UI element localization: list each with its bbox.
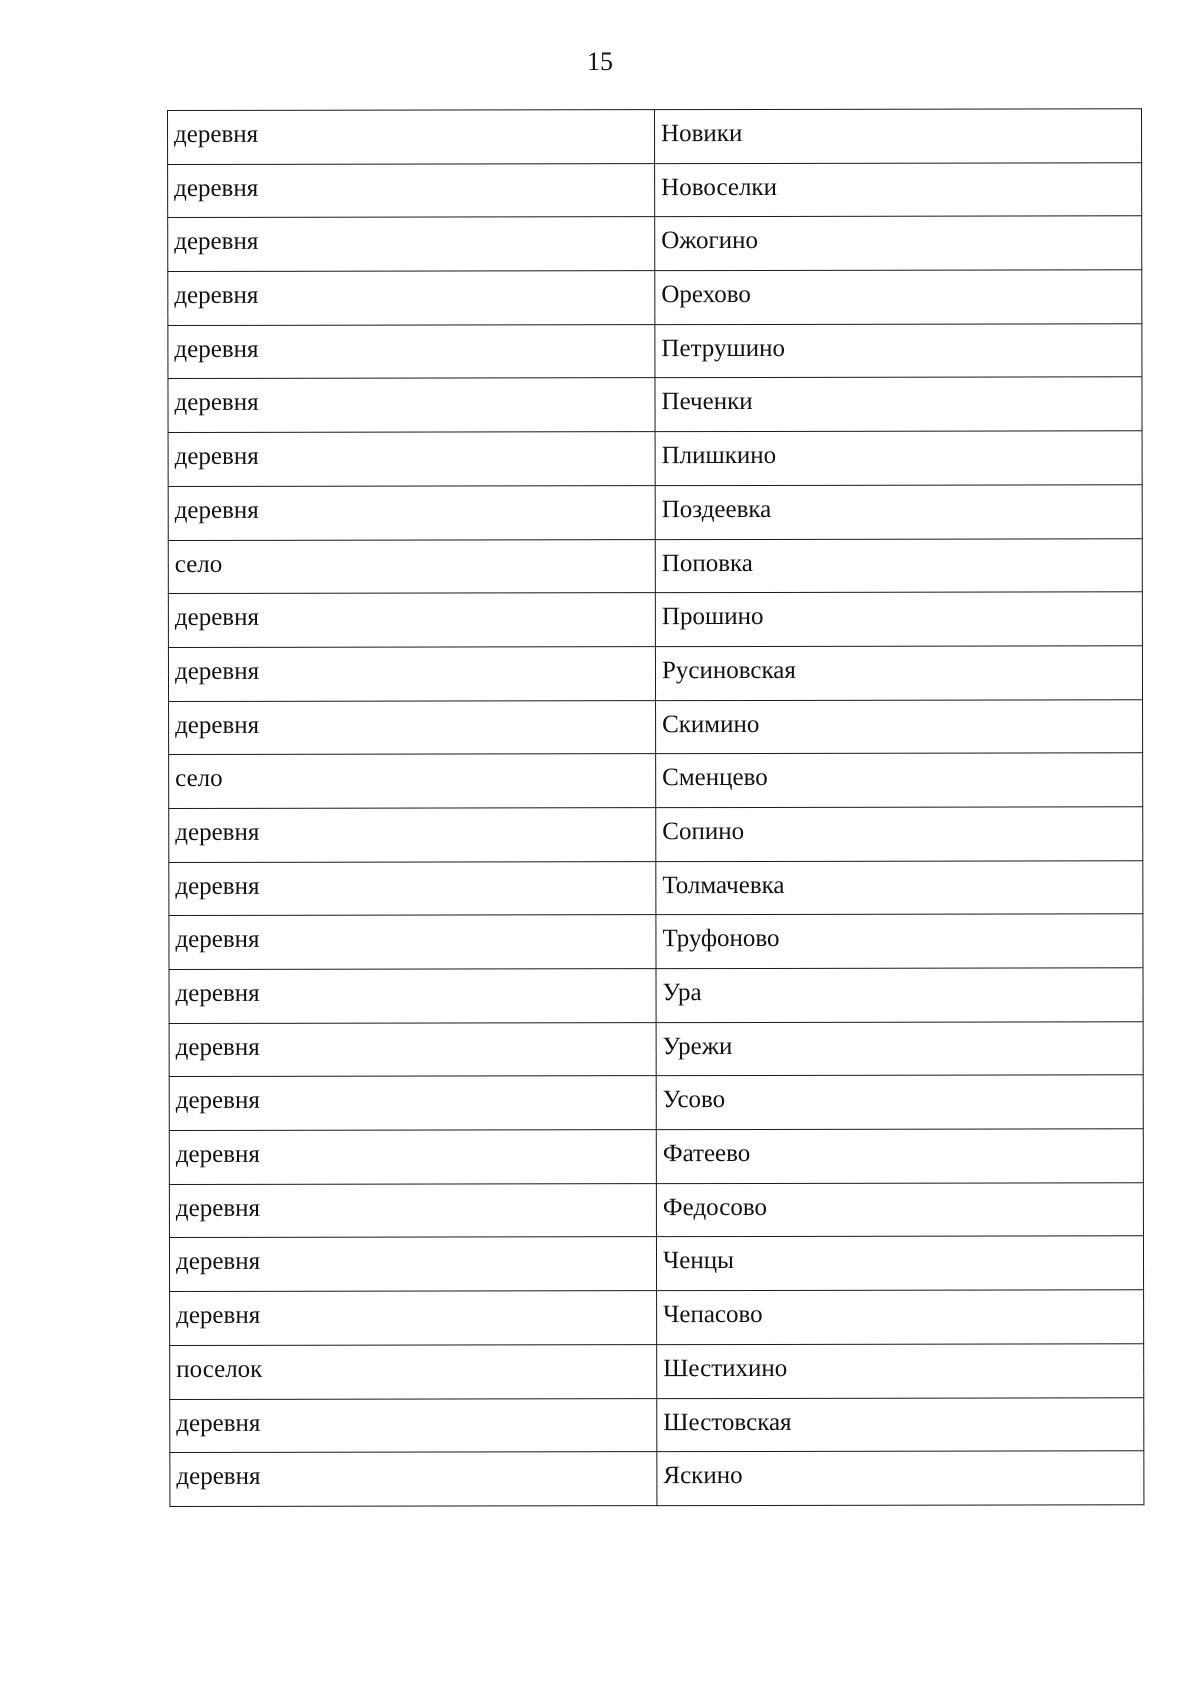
settlement-type-cell: деревня [169, 1183, 656, 1238]
table-row [168, 592, 1142, 647]
table-row [169, 1183, 1143, 1238]
settlement-type-cell: деревня [169, 1237, 656, 1292]
settlement-name-cell: Печенки [655, 377, 1142, 432]
settlement-name-cell: Федосово [656, 1183, 1143, 1238]
table-row [168, 109, 1142, 164]
settlement-name-cell: Ура [656, 968, 1143, 1023]
settlement-name-cell: Урежи [656, 1021, 1143, 1076]
table-row [169, 860, 1143, 915]
settlement-name-cell: Шестихино [657, 1344, 1144, 1399]
settlement-type-cell: деревня [168, 593, 655, 648]
table-row [170, 1397, 1144, 1452]
table-row [168, 162, 1142, 217]
settlement-name-cell: Русиновская [655, 646, 1142, 701]
settlement-name-cell: Ожогино [655, 216, 1142, 271]
settlements-table [167, 108, 1144, 1507]
settlement-type-cell: деревня [169, 1130, 656, 1185]
settlement-name-cell: Поздеевка [655, 485, 1142, 540]
page-number: 15 [587, 47, 613, 76]
settlement-type-cell: деревня [169, 915, 656, 970]
settlement-type-cell: деревня [169, 861, 656, 916]
settlement-type-cell: деревня [170, 1291, 657, 1346]
settlement-name-cell: Скимино [656, 699, 1143, 754]
settlement-name-cell: Яскино [657, 1451, 1144, 1506]
settlement-type-cell: село [168, 539, 655, 594]
settlement-type-cell: деревня [168, 217, 655, 272]
settlement-name-cell: Сопино [656, 807, 1143, 862]
table-row [168, 646, 1142, 701]
settlement-type-cell: деревня [168, 485, 655, 540]
settlement-name-cell: Новоселки [655, 162, 1142, 217]
table-row [170, 1290, 1144, 1345]
table-row [168, 377, 1142, 432]
settlement-name-cell: Шестовская [657, 1397, 1144, 1452]
settlement-type-cell: деревня [169, 808, 656, 863]
settlement-type-cell: деревня [168, 324, 655, 379]
settlement-type-cell: деревня [168, 432, 655, 487]
settlement-type-cell: поселок [170, 1344, 657, 1399]
settlement-name-cell: Сменцево [656, 753, 1143, 808]
table-row [169, 753, 1143, 808]
settlement-type-cell: деревня [169, 1076, 656, 1131]
settlements-table-container [167, 108, 1143, 1507]
table-row [168, 216, 1142, 271]
settlement-type-cell: деревня [169, 700, 656, 755]
settlement-name-cell: Новики [655, 109, 1142, 164]
settlement-type-cell: деревня [168, 110, 655, 165]
settlement-type-cell: село [169, 754, 656, 809]
table-row [169, 807, 1143, 862]
settlement-name-cell: Толмачевка [656, 860, 1143, 915]
settlement-type-cell: деревня [168, 163, 655, 218]
settlement-name-cell: Ченцы [656, 1236, 1143, 1291]
table-row [169, 1021, 1143, 1076]
table-row [169, 1129, 1143, 1184]
settlement-name-cell: Орехово [655, 270, 1142, 325]
settlement-type-cell: деревня [168, 378, 655, 433]
table-row [168, 485, 1142, 540]
table-row [170, 1344, 1144, 1399]
settlement-name-cell: Прошино [655, 592, 1142, 647]
table-row [169, 1236, 1143, 1291]
table-row [169, 914, 1143, 969]
table-row [168, 431, 1142, 486]
settlement-name-cell: Фатеево [656, 1129, 1143, 1184]
settlements-table-body [168, 109, 1144, 1507]
settlement-name-cell: Поповка [655, 538, 1142, 593]
settlement-name-cell: Усово [656, 1075, 1143, 1130]
table-row [168, 324, 1142, 379]
settlement-name-cell: Труфоново [656, 914, 1143, 969]
table-row [168, 538, 1142, 593]
settlement-name-cell: Плишкино [655, 431, 1142, 486]
settlement-type-cell: деревня [168, 271, 655, 326]
table-row [169, 968, 1143, 1023]
settlement-name-cell: Петрушино [655, 324, 1142, 379]
table-row [168, 270, 1142, 325]
settlement-type-cell: деревня [169, 969, 656, 1024]
table-row [169, 1075, 1143, 1130]
table-row [169, 699, 1143, 754]
table-row [170, 1451, 1144, 1506]
settlement-type-cell: деревня [170, 1452, 657, 1507]
settlement-type-cell: деревня [170, 1398, 657, 1453]
settlement-type-cell: деревня [169, 1022, 656, 1077]
settlement-name-cell: Чепасово [657, 1290, 1144, 1345]
settlement-type-cell: деревня [168, 647, 655, 702]
